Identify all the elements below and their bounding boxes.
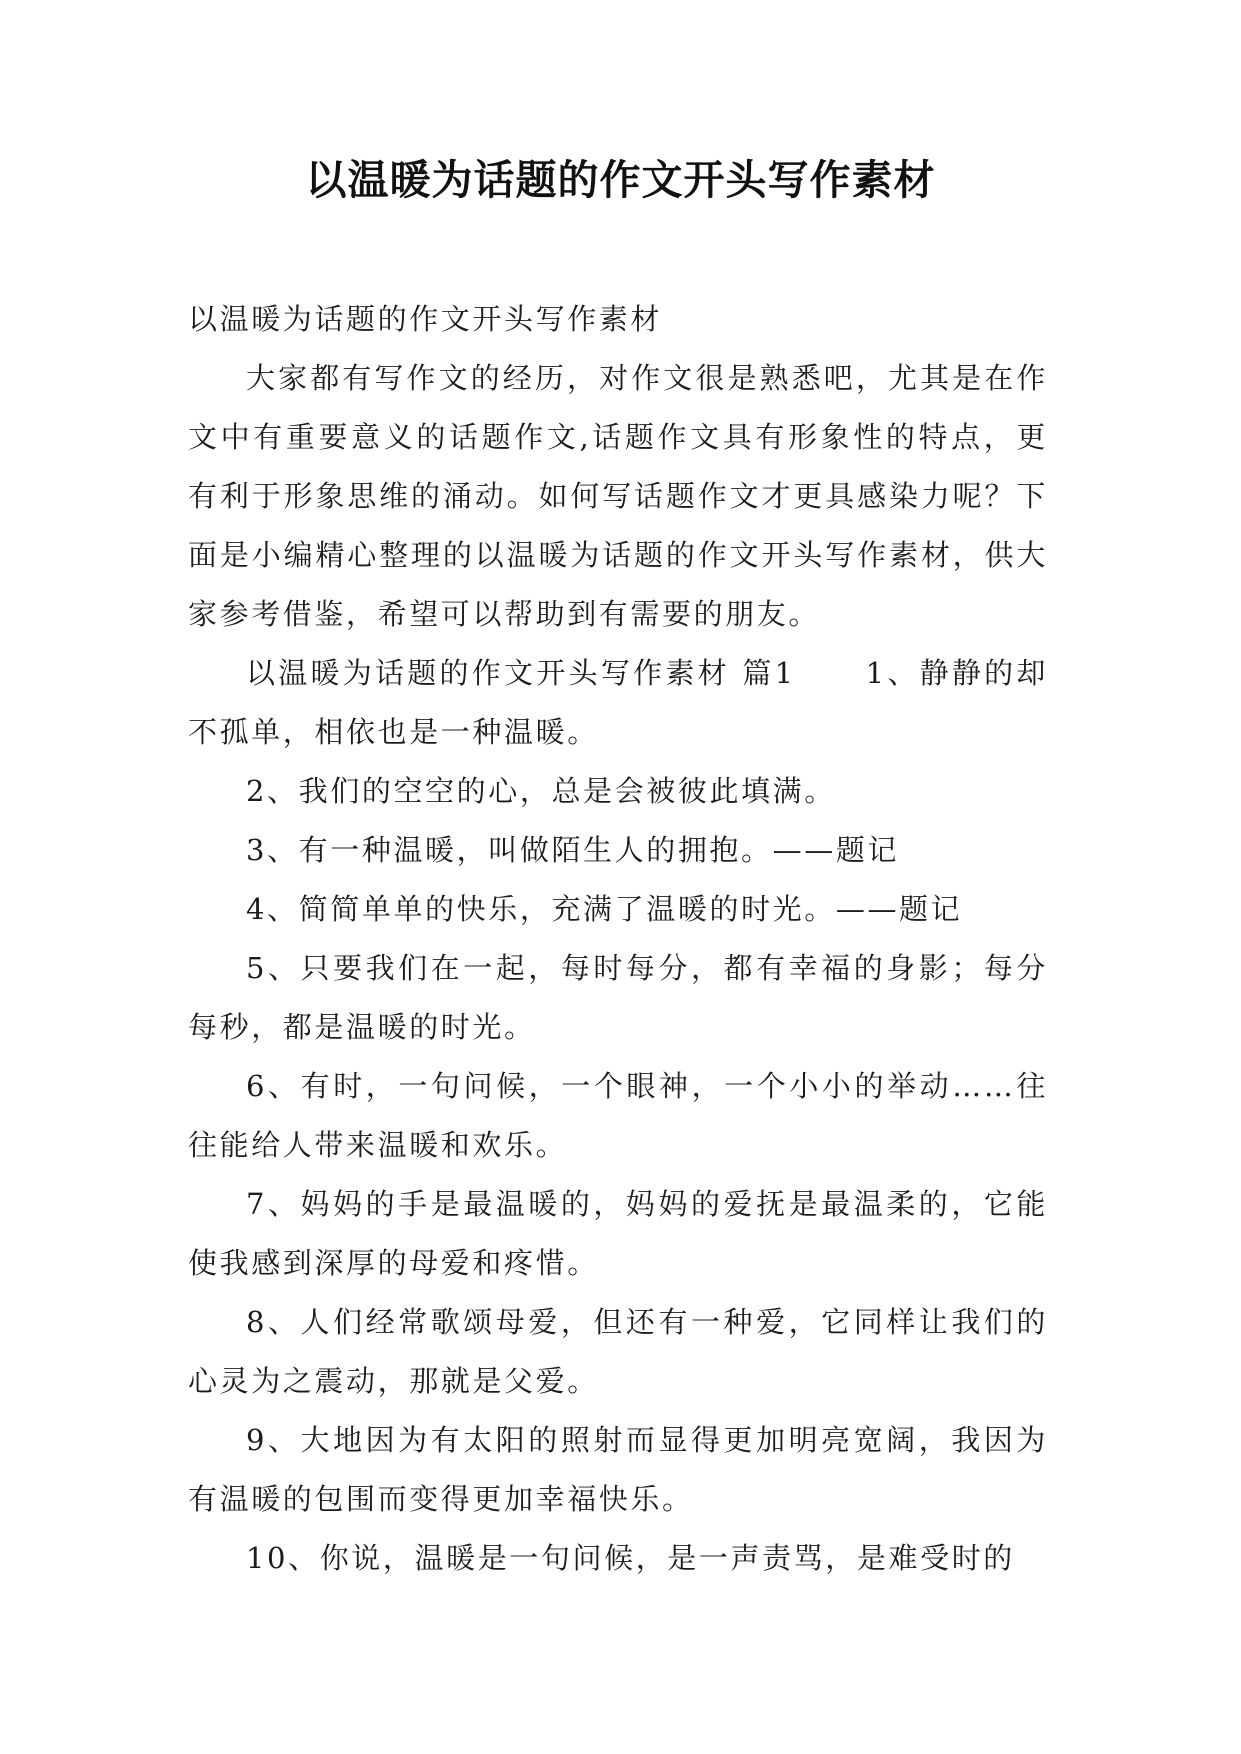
list-item: 7、妈妈的手是最温暖的，妈妈的爱抚是最温柔的，它能使我感到深厚的母爱和疼惜。 (188, 1187, 1048, 1280)
list-item: 8、人们经常歌颂母爱，但还有一种爱，它同样让我们的心灵为之震动，那就是父爱。 (188, 1305, 1048, 1398)
subtitle-line: 以温暖为话题的作文开头写作素材 (188, 302, 663, 336)
list-item: 1、静静的却不孤单，相依也是一种温暖。 (188, 656, 1048, 749)
document-body (188, 290, 1048, 1588)
list-item: 2、我们的空空的心，总是会被彼此填满。 (246, 774, 836, 808)
list-item: 4、简简单单的快乐，充满了温暖的时光。——题记 (246, 892, 963, 926)
list-item: 3、有一种温暖，叫做陌生人的拥抱。——题记 (246, 833, 900, 867)
page-title: 以温暖为话题的作文开头写作素材 (305, 156, 936, 204)
list-item: 9、大地因为有太阳的照射而显得更加明亮宽阔，我因为有温暖的包围而变得更加幸福快乐。 (188, 1423, 1048, 1516)
list-item: 6、有时，一句问候，一个眼神，一个小小的举动……往往能给人带来温暖和欢乐。 (188, 1069, 1048, 1162)
section-heading-paragraph (188, 644, 1048, 762)
section-heading: 以温暖为话题的作文开头写作素材 篇1 (246, 656, 796, 690)
list-item: 5、只要我们在一起，每时每分，都有幸福的身影；每分每秒，都是温暖的时光。 (188, 951, 1048, 1044)
intro-paragraph: 大家都有写作文的经历，对作文很是熟悉吧，尤其是在作文中有重要意义的话题作文,话题作文具有形象性的特点，更有利于形象思维的涌动。如何写话题作文才更具感染力呢？下面是小编精心整理的以温暖为话题的作文开头写作素材，供大家参考借鉴，希望可以帮助到有需要的朋友。 (188, 361, 1048, 631)
list-item: 10、你说，温暖是一句问候，是一声责骂，是难受时的 (246, 1541, 1015, 1575)
